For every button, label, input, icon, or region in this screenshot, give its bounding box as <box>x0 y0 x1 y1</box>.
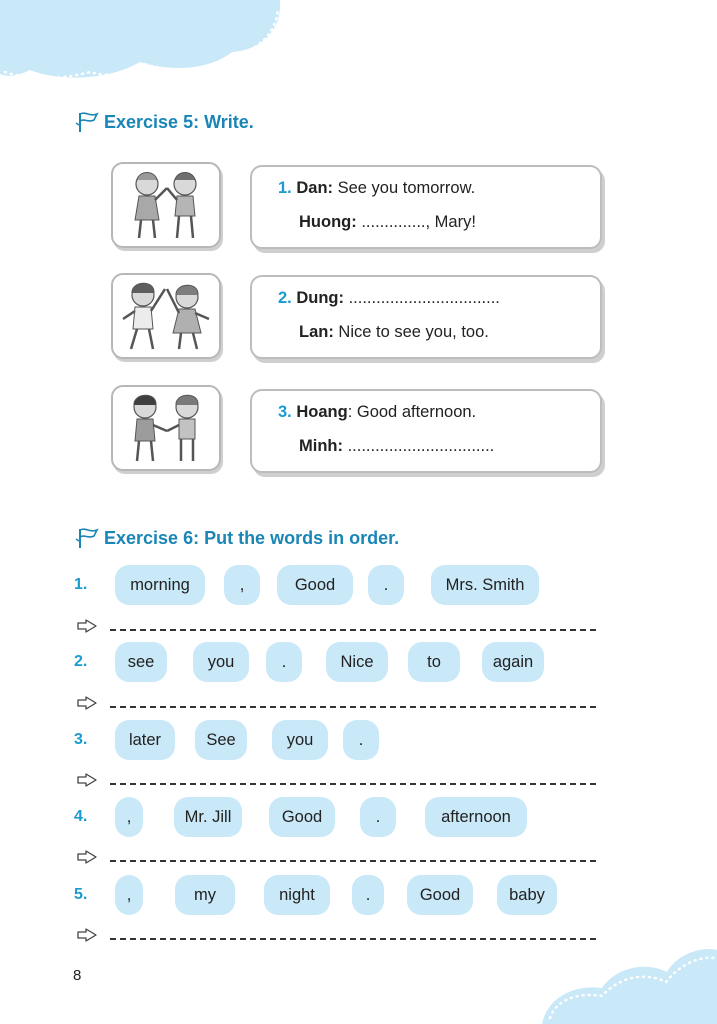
speaker-name: Minh: <box>299 437 343 455</box>
exercise-6-title <box>74 527 399 549</box>
exercise-5-title-text: Exercise 5: Write. <box>104 111 254 132</box>
word-chip: , <box>115 797 143 837</box>
speaker-name: Huong: <box>299 213 357 231</box>
answer-line-4[interactable] <box>76 849 596 865</box>
picture-kids-high-five <box>111 273 221 359</box>
speaker-name: Lan: <box>299 323 334 341</box>
word-chip: , <box>115 875 143 915</box>
dialogue-1-line-1 <box>278 179 475 198</box>
speaker-name: Dung: <box>296 289 345 307</box>
cloud-decoration-bottom <box>542 944 717 1024</box>
speaker-text: : Good afternoon. <box>347 403 477 421</box>
picture-kids-shaking-hands <box>111 385 221 471</box>
row-5-number: 5. <box>74 886 88 903</box>
answer-line-3[interactable] <box>76 772 596 788</box>
flag-icon <box>74 527 100 549</box>
word-chip: my <box>175 875 235 915</box>
answer-line-5[interactable] <box>76 927 596 943</box>
speaker-text: .............., Mary! <box>356 213 476 231</box>
cloud-decoration-top <box>0 0 290 90</box>
word-chip: See <box>195 720 247 760</box>
item-number: 1. <box>278 179 292 197</box>
row-1-number: 1. <box>74 576 88 593</box>
speaker-text: ................................ <box>342 437 495 455</box>
word-chip: to <box>408 642 460 682</box>
speaker-name: Hoang <box>296 403 348 421</box>
row-2-number: 2. <box>74 653 88 670</box>
word-chip: see <box>115 642 167 682</box>
speaker-text: See you tomorrow. <box>333 179 476 197</box>
word-chip: you <box>272 720 328 760</box>
word-chip: Good <box>269 797 335 837</box>
dialogue-box-3 <box>250 389 602 473</box>
dialogue-box-2 <box>250 275 602 359</box>
speaker-text: Nice to see you, too. <box>333 323 489 341</box>
dialogue-2-line-2 <box>299 323 489 342</box>
row-4-number: 4. <box>74 808 88 825</box>
dialogue-box-1 <box>250 165 602 249</box>
word-chip: . <box>360 797 396 837</box>
answer-line-1[interactable] <box>76 618 596 634</box>
speaker-name: Dan: <box>296 179 334 197</box>
dialogue-3-line-2 <box>299 437 494 456</box>
word-chip: Nice <box>326 642 388 682</box>
word-chip: Good <box>407 875 473 915</box>
word-chip: Good <box>277 565 353 605</box>
dialogue-3-line-1 <box>278 403 476 422</box>
item-number: 3. <box>278 403 292 421</box>
word-chip: night <box>264 875 330 915</box>
word-chip: Mrs. Smith <box>431 565 539 605</box>
word-chip: baby <box>497 875 557 915</box>
page-number: 8 <box>73 967 82 984</box>
pointing-hand-icon <box>76 772 100 788</box>
dialogue-2-line-1 <box>278 289 500 308</box>
row-3-number: 3. <box>74 731 88 748</box>
word-chip: again <box>482 642 544 682</box>
word-chip: . <box>343 720 379 760</box>
speaker-text: ................................. <box>344 289 500 307</box>
pointing-hand-icon <box>76 927 100 943</box>
exercise-5-title <box>74 111 254 133</box>
word-chip: morning <box>115 565 205 605</box>
exercise-6-title-text: Exercise 6: Put the words in order. <box>104 527 400 548</box>
item-number: 2. <box>278 289 292 307</box>
picture-kids-waving <box>111 162 221 248</box>
kids-high-five-illustration <box>113 275 219 357</box>
word-chip: . <box>352 875 384 915</box>
flag-icon <box>74 111 100 133</box>
kids-waving-illustration <box>113 164 219 246</box>
pointing-hand-icon <box>76 849 100 865</box>
word-chip: . <box>368 565 404 605</box>
kids-shaking-hands-illustration <box>113 387 219 469</box>
pointing-hand-icon <box>76 695 100 711</box>
word-chip: you <box>193 642 249 682</box>
word-chip: . <box>266 642 302 682</box>
answer-line-2[interactable] <box>76 695 596 711</box>
word-chip: Mr. Jill <box>174 797 242 837</box>
word-chip: afternoon <box>425 797 527 837</box>
word-chip: later <box>115 720 175 760</box>
word-chip: , <box>224 565 260 605</box>
dialogue-1-line-2 <box>299 213 476 232</box>
pointing-hand-icon <box>76 618 100 634</box>
